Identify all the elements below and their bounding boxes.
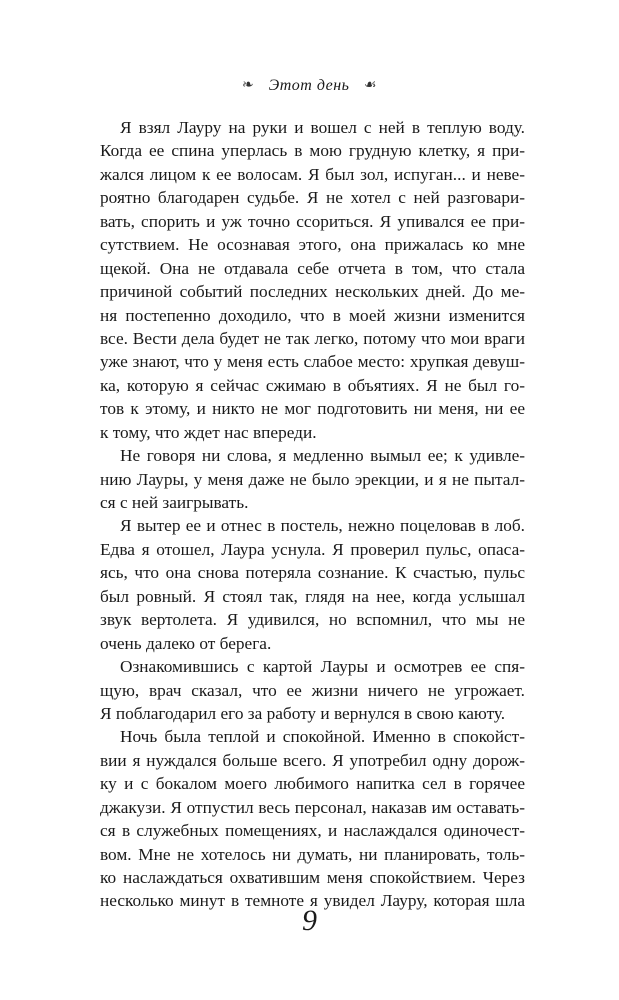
body-text (100, 116, 525, 913)
text-line: Когда ее спина уперлась в мою грудную клетку, я при- (100, 141, 525, 161)
paragraph (100, 725, 525, 913)
text-line: к тому, что ждет нас впереди. (100, 422, 317, 442)
page-number: 9 (302, 904, 317, 937)
text-line: щую, врач сказал, что ее жизни ничего не угрожает. (100, 680, 525, 700)
left-ornament-icon: ❧ (242, 78, 255, 93)
text-line: все. Вести дела будет не так легко, потому что мои враги (100, 328, 525, 348)
text-line: ясь, что она снова потеряла сознание. К счастью, пульс (100, 563, 525, 583)
text-line: Едва я отошел, Лаура уснула. Я проверил пульс, опаса- (100, 539, 525, 559)
text-line: Ознакомившись с картой Лауры и осмотрев ее спя- (120, 657, 525, 677)
text-line: ко наслаждаться охватившим меня спокойствием. Через (100, 868, 525, 887)
text-line: был ровный. Я стоял так, глядя на нее, когда услышал (100, 586, 525, 606)
text-line: жался лицом к ее волосам. Я был зол, испуган... и неве- (100, 164, 525, 184)
text-line: ся с ней заигрывать. (100, 493, 249, 512)
text-line: вии я нуждался больше всего. Я употребил одну дорож- (100, 750, 525, 770)
chapter-title: Этот день (268, 77, 350, 94)
text-line: Ночь была теплой и спокойной. Именно в спокойст- (120, 727, 525, 747)
text-line: вать, спорить и уж точно ссориться. Я упивался ее при- (100, 211, 525, 231)
text-line: роятно благодарен судьбе. Я не хотел с ней разговари- (100, 188, 525, 208)
paragraph (100, 444, 525, 514)
text-line: ку и с бокалом моего любимого напитка сел в горячее (100, 774, 525, 794)
paragraph (100, 655, 525, 725)
text-line: Я поблагодарил его за работу и вернулся в свою каюту. (100, 703, 506, 723)
text-line: ся в служебных помещениях, и наслаждался одиночест- (100, 821, 525, 841)
right-ornament-icon: ☙ (363, 78, 377, 93)
text-line: Не говоря ни слова, я медленно вымыл ее; к удивле- (120, 446, 525, 466)
text-line: несколько минут в темноте я увидел Лауру, которая шла (100, 891, 525, 911)
text-line: ня постепенно доходило, что в моей жизни изменится (100, 305, 525, 325)
text-line: джакузи. Я отпустил весь персонал, наказав им оставать- (100, 797, 525, 817)
paragraph (100, 116, 525, 444)
text-line: причиной событий последних нескольких дней. До ме- (100, 282, 525, 302)
text-line: щекой. Она не отдавала себе отчета в том, что стала (100, 258, 525, 278)
text-line: очень далеко от берега. (100, 633, 272, 653)
text-line: Я взял Лауру на руки и вошел с ней в теплую воду. (120, 118, 525, 137)
text-line: Я вытер ее и отнес в постель, нежно поцеловав в лоб. (120, 516, 525, 536)
text-line: сутствием. Не осознавая этого, она прижалась ко мне (100, 235, 525, 255)
text-line: тов к этому, и никто не мог подготовить ни меня, ни ее (100, 399, 525, 419)
text-line: уже знают, что у меня есть слабое место: хрупкая девуш- (100, 352, 525, 372)
text-line: нию Лауры, у меня даже не было эрекции, и я не пытал- (100, 469, 525, 489)
paragraph (100, 514, 525, 655)
text-line: звук вертолета. Я удивился, но вспомнил, что мы не (100, 610, 525, 630)
running-header (0, 74, 619, 98)
text-line: вом. Мне не хотелось ни думать, ни планировать, толь- (100, 844, 525, 864)
text-line: ка, которую я сейчас сжимаю в объятиях. Я не был го- (100, 375, 525, 395)
